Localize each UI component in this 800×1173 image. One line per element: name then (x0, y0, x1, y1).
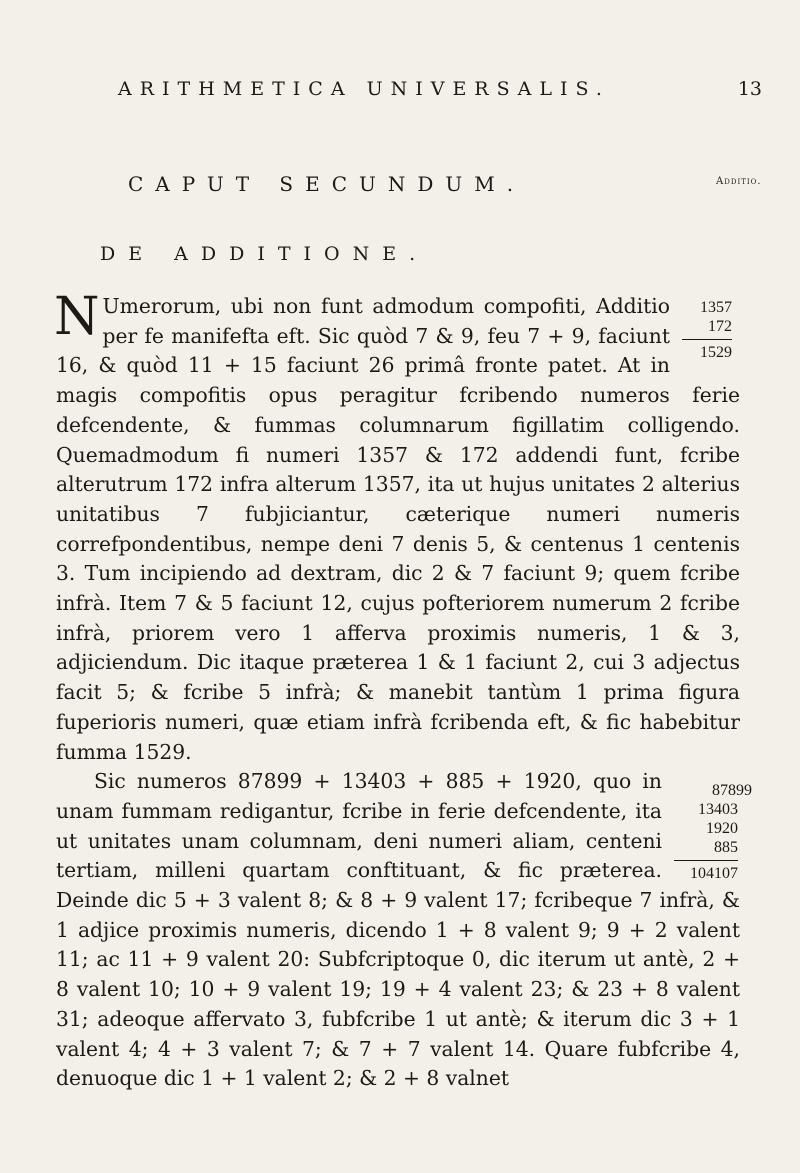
sum-example-2 (674, 781, 752, 883)
section-heading: DE ADDITIONE. (100, 243, 429, 265)
margin-note: Additio. (716, 176, 762, 187)
running-head (118, 78, 770, 100)
sum2-addend: 1920 (706, 820, 738, 838)
sum2-rule (674, 860, 738, 861)
sum2-addend: 87899 (712, 782, 752, 800)
paragraph-1-text: Umerorum, ubi non funt admodum compofiti, Additio per fe manifefta eft. Sic quòd 7 & 9, feu 7 + 9, faciunt 16, & quòd 11 + 15 faciunt 26 primâ fronte patet. At in magis compofitis opus peragitur fcribendo numeros ferie defcendente, & fummas columnarum figillatim colligendo. Quemadmodum fi numeri 1357 & 172 addendi funt, fcribe alterutrum 172 infra alterum 1357, ita ut hujus unitates 2 alterius unitatibus 7 fubjiciantur, cæterique numeri numeris correfpondentibus, nempe deni 7 denis 5, & centenus 1 centenis 3. Tum incipiendo ad dextram, dic 2 & 7 faciunt 9; quem fcribe infrà. Item 7 & 5 faciunt 12, cujus pofteriorem numerum 2 fcribe infrà, priorem vero 1 afferva proximis numeris, 1 & 3, adjiciendum. Dic itaque præterea 1 & 1 faciunt 2, cui 3 adjectus facit 5; & fcribe 5 infrà; & manebit tantùm 1 prima figura fuperioris numeri, quæ etiam infrà fcribenda eft, & fic habebitur fumma 1529. (56, 294, 740, 764)
drop-cap: N (54, 287, 100, 347)
page-number: 13 (737, 78, 762, 100)
sum2-addend: 885 (714, 839, 738, 857)
sum2-addend: 13403 (698, 801, 738, 819)
sum2-total: 104107 (690, 865, 738, 883)
sum1-addend: 172 (708, 318, 732, 335)
sum-example-1 (682, 298, 732, 362)
sum1-rule (682, 339, 732, 340)
sum1-addend: 1357 (700, 299, 732, 316)
paragraph-1 (54, 287, 740, 767)
paragraph-2-text: Sic numeros 87899 + 13403 + 885 + 1920, quo in unam fummam redigantur, fcribe in ferie defcendente, ita ut unitates unam columnam, deni numeri aliam, centeni tertiam, milleni quartam conftituant, & fic præterea. Deinde dic 5 + 3 valent 8; & 8 + 9 valent 17; fcribeque 7 infrà, & 1 adjice proximis numeris, dicendo 1 + 8 valent 9; 9 + 2 valent 11; ac 11 + 9 valent 20: Subfcriptoque 0, dic iterum ut antè, 2 + 8 valent 10; 10 + 9 valent 19; 19 + 4 valent 23; & 23 + 8 valent 31; adeoque affervato 3, fubfcribe 1 ut antè; & iterum dic 3 + 1 valent 4; 4 + 3 valent 7; & 7 + 7 valent 14. Quare fubfcribe 4, denuoque dic 1 + 1 valent 2; & 2 + 8 valnet (56, 769, 740, 1091)
running-head-title: ARITHMETICA UNIVERSALIS. (118, 78, 610, 100)
sum1-total: 1529 (700, 344, 732, 361)
chapter-heading: CAPUT SECUNDUM. (128, 172, 526, 196)
paragraph-2 (56, 767, 752, 1094)
body-text (54, 287, 752, 1094)
